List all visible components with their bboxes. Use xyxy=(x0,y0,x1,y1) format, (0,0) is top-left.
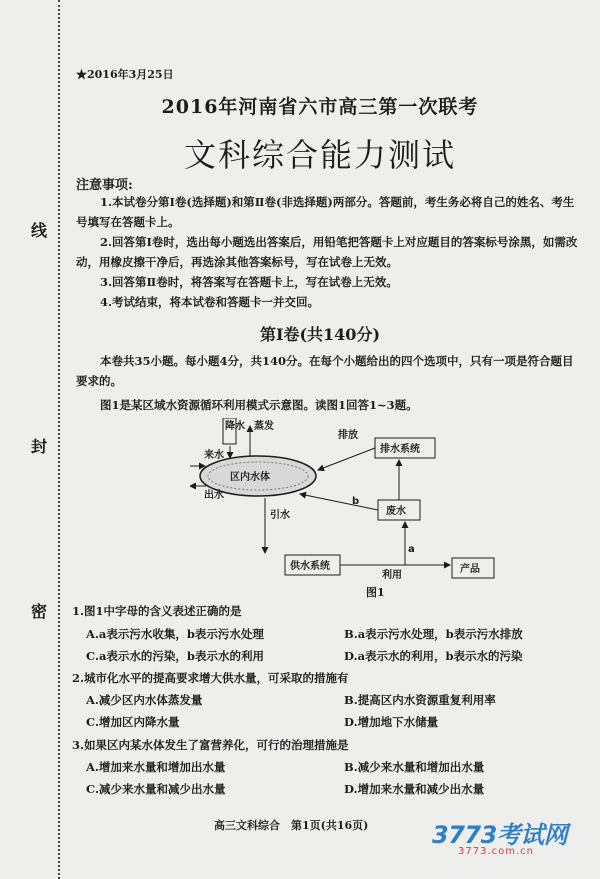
label-a: a xyxy=(408,544,415,555)
water-body-label: 区内水体 xyxy=(230,472,270,483)
date-stamp: ★2016年3月25日 xyxy=(76,68,174,81)
q1-option-b: B.a表示污水处理，b表示污水排放 xyxy=(344,627,523,641)
water-cycle-diagram xyxy=(190,418,580,598)
binding-char-secret: 密 xyxy=(30,602,47,621)
q1-option-c: C.a表示水的污染，b表示水的利用 xyxy=(86,649,264,663)
q1-option-a: A.a表示污水收集，b表示污水处理 xyxy=(86,627,264,641)
notes-list xyxy=(76,192,580,312)
question-2-stem: 2.城市化水平的提高要求增大供水量，可采取的措施有 xyxy=(72,671,349,685)
note-item: 2.回答第Ⅰ卷时，选出每小题选出答案后，用铅笔把答题卡上对应题目的答案标号涂黑，如需改动，用橡皮擦干净后，再选涂其他答案标号，写在试卷上无效。 xyxy=(76,235,578,269)
exam-title: 2016年河南省六市高三第一次联考 xyxy=(161,96,479,118)
precip-label: 降水 xyxy=(225,421,245,432)
q2-option-b: B.提高区内水资源重复利用率 xyxy=(344,693,496,707)
figure-intro: 图1是某区域水资源循环利用模式示意图。读图1回答1~3题。 xyxy=(100,398,418,412)
q3-option-d: D.增加来水量和减少出水量 xyxy=(344,782,485,796)
wastewater-label: 废水 xyxy=(386,506,406,517)
q3-option-c: C.减少来水量和减少出水量 xyxy=(86,782,226,796)
water-in-label: 来水 xyxy=(204,450,224,461)
discharge-label: 排放 xyxy=(338,430,358,441)
page-footer: 高三文科综合 第1页(共16页) xyxy=(214,819,369,832)
binding-char-line: 线 xyxy=(30,221,47,240)
q2-option-c: C.增加区内降水量 xyxy=(86,715,180,729)
drainage-label: 排水系统 xyxy=(380,444,420,455)
figure-caption: 图1 xyxy=(366,586,385,599)
site-watermark xyxy=(432,815,592,865)
water-out-label: 出水 xyxy=(204,490,224,501)
watermark-url: 3773.com.cn xyxy=(458,846,534,857)
note-item: 1.本试卷分第Ⅰ卷(选择题)和第Ⅱ卷(非选择题)两部分。答题前，考生务必将自己的姓名、考生号填写在答题卡上。 xyxy=(76,195,575,229)
q3-option-a: A.增加来水量和增加出水量 xyxy=(86,760,226,774)
use-label: 利用 xyxy=(382,570,402,581)
evap-label: 蒸发 xyxy=(254,421,274,432)
note-item: 4.考试结束，将本试卷和答题卡一并交回。 xyxy=(100,295,320,309)
intake-label: 引水 xyxy=(270,510,290,521)
q1-option-d: D.a表示水的利用，b表示水的污染 xyxy=(344,649,523,663)
watermark-logo-text: 3773考试网 xyxy=(432,821,568,849)
product-label: 产品 xyxy=(460,564,480,575)
q2-option-d: D.增加地下水储量 xyxy=(344,715,439,729)
subject-title: 文科综合能力测试 xyxy=(183,136,456,174)
question-3-stem: 3.如果区内某水体发生了富营养化，可行的治理措施是 xyxy=(72,738,349,752)
label-b: b xyxy=(352,496,360,507)
note-item: 3.回答第Ⅱ卷时，将答案写在答题卡上，写在试卷上无效。 xyxy=(100,275,398,289)
part1-heading: 第Ⅰ卷(共140分) xyxy=(259,325,381,344)
supply-label: 供水系统 xyxy=(290,561,330,572)
notes-heading: 注意事项: xyxy=(76,178,133,193)
question-1-stem: 1.图1中字母的含义表述正确的是 xyxy=(72,604,242,618)
binding-char-seal: 封 xyxy=(30,437,47,456)
q3-option-b: B.减少来水量和增加出水量 xyxy=(344,760,485,774)
part1-intro: 本卷共35小题。每小题4分，共140分。在每个小题给出的四个选项中，只有一项是符合题目要求的。 xyxy=(76,354,574,388)
q2-option-a: A.减少区内水体蒸发量 xyxy=(86,693,203,707)
